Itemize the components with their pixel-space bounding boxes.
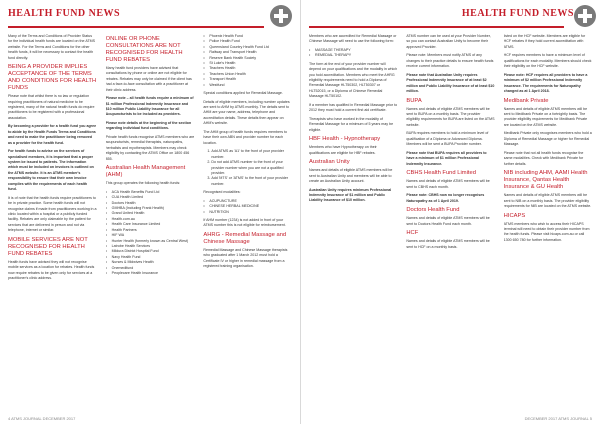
page-footer: DECEMBER 2017 ATMS JOURNAL 5 [524, 416, 592, 421]
left-columns [8, 34, 292, 412]
right-column-2 [406, 34, 494, 412]
list-item: • MASSAGE THERAPY [309, 48, 397, 53]
paragraph: Please note that not all health funds recognise the same modalities. Check with Medibank Private for further details. [503, 150, 584, 166]
list-item: 1. Add ATMS as 'A1' to the front of your provider number. [211, 149, 292, 160]
list-item: • Teachers Union Health [203, 72, 292, 77]
fund-list [106, 190, 195, 277]
list-item: • Grand United Health [106, 211, 195, 216]
list-item: • Mildura District Hospital Fund [106, 249, 195, 254]
paragraph: Recognised modalities: [203, 190, 241, 195]
paragraph-bold: Please note details at the beginning of the section regarding individual fund conditions. [105, 121, 192, 131]
list-item: • Nurses & Midwives Health [106, 260, 195, 265]
paragraph-bold: Please note – all health funds require a minimum of $1 million Professional Indemnity Insurance and $10 million Public Liability Insurance for all Acupuncturists to be included as providers. [105, 96, 194, 117]
masthead-rule [8, 26, 264, 28]
section-heading: HBF Health - Hypnotherapy [309, 136, 381, 143]
right-page [300, 0, 600, 424]
paragraph-bold: Please note that Australian Unity requires Professional Indemnity Insurance of at least $2 million and Public Liability Insurance of at least $10 million. [406, 72, 495, 94]
list-item: • Queensland Country Health Fund Ltd [203, 45, 292, 50]
list-item: • Teachers Health [203, 66, 292, 71]
paragraph: Names and details of eligible ATMS members will be sent to BUPA on a monthly basis. The provider eligibility requirements for BUPA are listed on the ATMS website. [406, 106, 495, 127]
list-item: • Reserve Bank Health Society [203, 56, 292, 61]
fund-list [203, 34, 292, 88]
list-item: • HIF WA [106, 233, 195, 238]
paragraph: Many health fund providers have advised that consultations by phone or online are not eligible for rebates. Rebates may only be claimed if the client has had a face-to-face consultation with a practitioner at their clinic address. [105, 66, 192, 92]
list-item: • GMHBA (Including Frank Health) [106, 206, 195, 211]
paragraph: Remedial Massage and Chinese Massage therapists who graduated after 1 March 2012 must hold a Certificate IV or higher in remedial massage from a registered training organisation. [203, 247, 288, 269]
paragraph: If a member has qualified in Remedial Massage prior to 2012 they must hold a current first aid certificate. [309, 102, 398, 113]
list-item: • Westfund [203, 83, 292, 88]
paragraph: Names and details of eligible ATMS members will be sent to NIB on a monthly basis. The provider eligibility requirements for NIB are located on the ATMS website. [503, 193, 592, 209]
section-heading: ONLINE OR PHONE CONSULTATIONS ARE NOT RECOGNISED FOR HEALTH FUND REBATES [105, 36, 183, 63]
paragraph: Private health funds recognise ATMS members who are acupuncturists, remedial therapists, naturopaths, herbalists and myotherapists. Members may check eligibility by contacting the ATMS Office on 1800 456 855. [105, 135, 195, 161]
list-item: • Hunter Health (formerly known as Central West) [106, 239, 195, 244]
section-heading: Australian Health Management (AHM) [105, 165, 186, 179]
paragraph-bold: Please note that BUPA requires all providers to have a minimum of $1 million Professional Indemnity Insurance. [406, 150, 487, 166]
right-column-3 [504, 34, 592, 412]
paragraph-bold: Please note: HCF requires all providers to have a minimum of $2 million Professional Indemnity Insurance. The requirements for Naturopathy changed as at 1 April 2018. [503, 72, 588, 94]
paragraph: Special conditions applied for Remedial Massage. [203, 91, 283, 96]
list-item: • Railway and Transport Health [203, 50, 292, 55]
list-item: • Latrobe Health Services [106, 244, 195, 249]
paragraph-bold: By becoming a provider for a health fund you agree to abide by the Health Funds Terms and Conditions and need to make the practitioner being removed as a provider for the health fund. [8, 124, 97, 145]
paragraph: Please note: Members must notify ATMS of any changes to their practice details to ensure health funds receive current information. [406, 53, 494, 69]
paragraph: If AHM number (1234) is not added in front of your ATMS number this is not eligible for reimbursement. [203, 217, 286, 228]
list-item: • CUA Health Limited [106, 195, 195, 200]
paragraph: HCF requires members to have a minimum level of qualifications for each modality. Members should check their eligibility on the HCF website. [503, 53, 592, 69]
paragraph: The AHM group of health funds requires members to have their own ABN and provider number for each location. [203, 129, 288, 145]
paragraph: It is of note that the health funds require practitioners to be in private practice. Some health funds will not recognise claims if made from practitioners working in a clinic located within a hospital or a publicly funded facility. Rebates are only claimable by the patient for services that are delivered in person and not via telephone, internet or similar. [8, 195, 97, 233]
list-item: • ACUPUNCTURE [203, 199, 292, 204]
paragraph-bold: For health funds to advise on the services of specialised members, it is important that a proper system be issued to patients. The information which must be included on invoices is outlined on the ATMS website. It is an ATMS member's responsibility to ensure that their own invoice complies with the requirements of each health fund. [8, 149, 94, 192]
section-heading: HICAPS [503, 212, 526, 219]
list-item: • Doctors Health [106, 201, 195, 206]
list-item: • St Luke's Health [203, 61, 292, 66]
paragraph: ATMS number can be used at your Provider Number, so you can contact Australian Unity to become their approved Provider. [406, 34, 491, 49]
section-heading: MOBILE SERVICES ARE NOT RECOGNISED FOR HEALTH FUND REBATES [8, 236, 88, 257]
list-item: • Health.com.au [106, 217, 195, 222]
paragraph: Names and details of eligible ATMS members will be sent to Australian Unity and members will be able to create an Australian Unity account. [309, 168, 393, 184]
list-item: • Police Health Fund [203, 39, 292, 44]
steps-list [203, 149, 292, 187]
section-heading: HCF [406, 230, 419, 237]
left-column-1 [8, 34, 97, 412]
paragraph: Health funds have advised they will not recognise mobile services as a location for rebates. Health funds now require rebates to be given only for services at a practitioner's clinic address. [8, 259, 95, 280]
list-item: • Navy Health Fund [106, 255, 195, 260]
paragraph: Medibank Private only recognises members who hold a Diploma of Remedial Massage or higher for Remedial Massage. [503, 131, 592, 147]
list-item: • Health Care Insurance Limited [106, 222, 195, 227]
modality-list [309, 48, 397, 59]
paragraph-bold: Australian Unity requires minimum Professional Indemnity Insurance of $1 million and Public Liability Insurance of $10 million. [309, 187, 392, 203]
paragraph: listed on the HCF website. Members are eligible for HCF rebates if they hold current accreditation with ATMS. [503, 34, 586, 49]
left-column-3 [203, 34, 292, 412]
masthead-title: HEALTH FUND NEWS [8, 8, 121, 19]
page-footer: 4 ATMS JOURNAL DECEMBER 2017 [8, 416, 76, 421]
paragraph: ATMS members who wish to access their HICAPS terminal will need to obtain their provider number from the health funds. Please visit hicaps.com.au or call 1300 650 780 for further information. [503, 221, 590, 242]
medical-cross-icon [574, 5, 596, 27]
paragraph: Names and details of eligible ATMS members will be sent to CBHS each month. [406, 179, 490, 189]
paragraph: Details of eligible members, including number updates are sent to AHM by ATMS monthly. The details sent to AHM are your name, address, telephone and accreditation details. These details then appear on AHM's website. [203, 99, 290, 126]
right-columns [309, 34, 592, 412]
section-heading: BUPA [406, 97, 422, 104]
list-item: • ACA Health Benefits Fund Ltd [106, 190, 195, 195]
list-item: • Health Partners [106, 228, 195, 233]
section-heading: NIB including AHM, AAMI Health Insurance, Qantas Health Insurance & GU Health [503, 170, 588, 191]
list-item: • Phoenix Health Fund [203, 34, 292, 39]
paragraph: This group operates the following health funds: [105, 181, 181, 186]
section-heading: Medibank Private [503, 97, 549, 104]
paragraph: BUPA requires members to hold a minimum level of qualification of a Diploma or Advanced Diploma. Members will be sent a BUPA Provider number. [406, 131, 489, 147]
list-item: 3. Add 'MTS' or 'ATMS' to the front of your provider number. [211, 176, 292, 187]
paragraph: Names and details of eligible ATMS members will be sent to Doctors Health Fund each month. [406, 216, 490, 226]
paragraph: Many of the Terms and Conditions of Provider Status for the individual health funds are located on the ATMS website. For the Terms and Conditions for the other health funds, it will be necessary to contact the health fund directly. [8, 34, 96, 60]
list-item: 2. Do not add ATMS number to the front of your provider number when you are not a qualified provider. [211, 160, 292, 176]
paragraph: Members who are accredited for Remedial Massage or Chinese Massage will need to use the following form: [309, 34, 397, 44]
list-item: • NUTRITION [203, 210, 292, 215]
modality-list [203, 199, 292, 215]
section-heading: Australian Unity [309, 159, 350, 166]
masthead-title: HEALTH FUND NEWS [461, 8, 574, 19]
section-heading: Doctors Health Fund [406, 207, 460, 214]
section-heading: AHRG - Remedial Massage and Chinese Massage [203, 231, 287, 245]
paragraph: Members who have Hypnotherapy on their qualifications are eligible for HBF rebates. [309, 145, 377, 155]
left-column-2 [106, 34, 195, 412]
paragraph: The form at the end of your provider number will depend on your qualifications and the modality in which you hold accreditation. Members who meet the AHRG eligibility requirements need to hold a Diploma of Remedial Massage HLT50302, HLT50307 or HLT52015, or a Diploma of Chinese Remedial Massage HLT50102. [309, 61, 398, 99]
list-item: • CHINESE HERBAL MEDICINE [203, 204, 292, 209]
right-column-1 [309, 34, 397, 412]
list-item: • Peoplecare Health Insurance [106, 271, 195, 276]
paragraph: Names and details of eligible ATMS members will be sent to Medibank Private on a fortnightly basis. The provider eligibility requirements for Medibank Private are located on the ATMS website. [503, 106, 588, 127]
list-item: • REMEDIAL THERAPY [309, 53, 397, 58]
paragraph: Therapists who have worked in the modality of Remedial Massage for a minimum of 5 years may be eligible. [309, 116, 394, 132]
paragraph-bold: Please note: CBHS now no longer recognises Naturopathy as of 1 April 2019. [406, 193, 485, 203]
paragraph: Names and details of eligible ATMS members will be sent to HCF on a monthly basis. [406, 239, 490, 249]
list-item: • Transport Health [203, 77, 292, 82]
section-heading: BEING A PROVIDER IMPLIES ACCEPTANCE OF THE TERMS AND CONDITIONS FOR HEALTH FUNDS [8, 64, 97, 92]
paragraph: Please note that whilst there is no law or regulation requiring practitioners of natural medicine to be registered, many of the natural health funds do require practitioners to be registered with a professional association. [8, 94, 95, 120]
masthead-rule [309, 26, 564, 28]
section-heading: CBHS Health Fund Limited [406, 170, 476, 177]
list-item: • Onemedifund [106, 266, 195, 271]
medical-cross-icon [270, 5, 292, 27]
